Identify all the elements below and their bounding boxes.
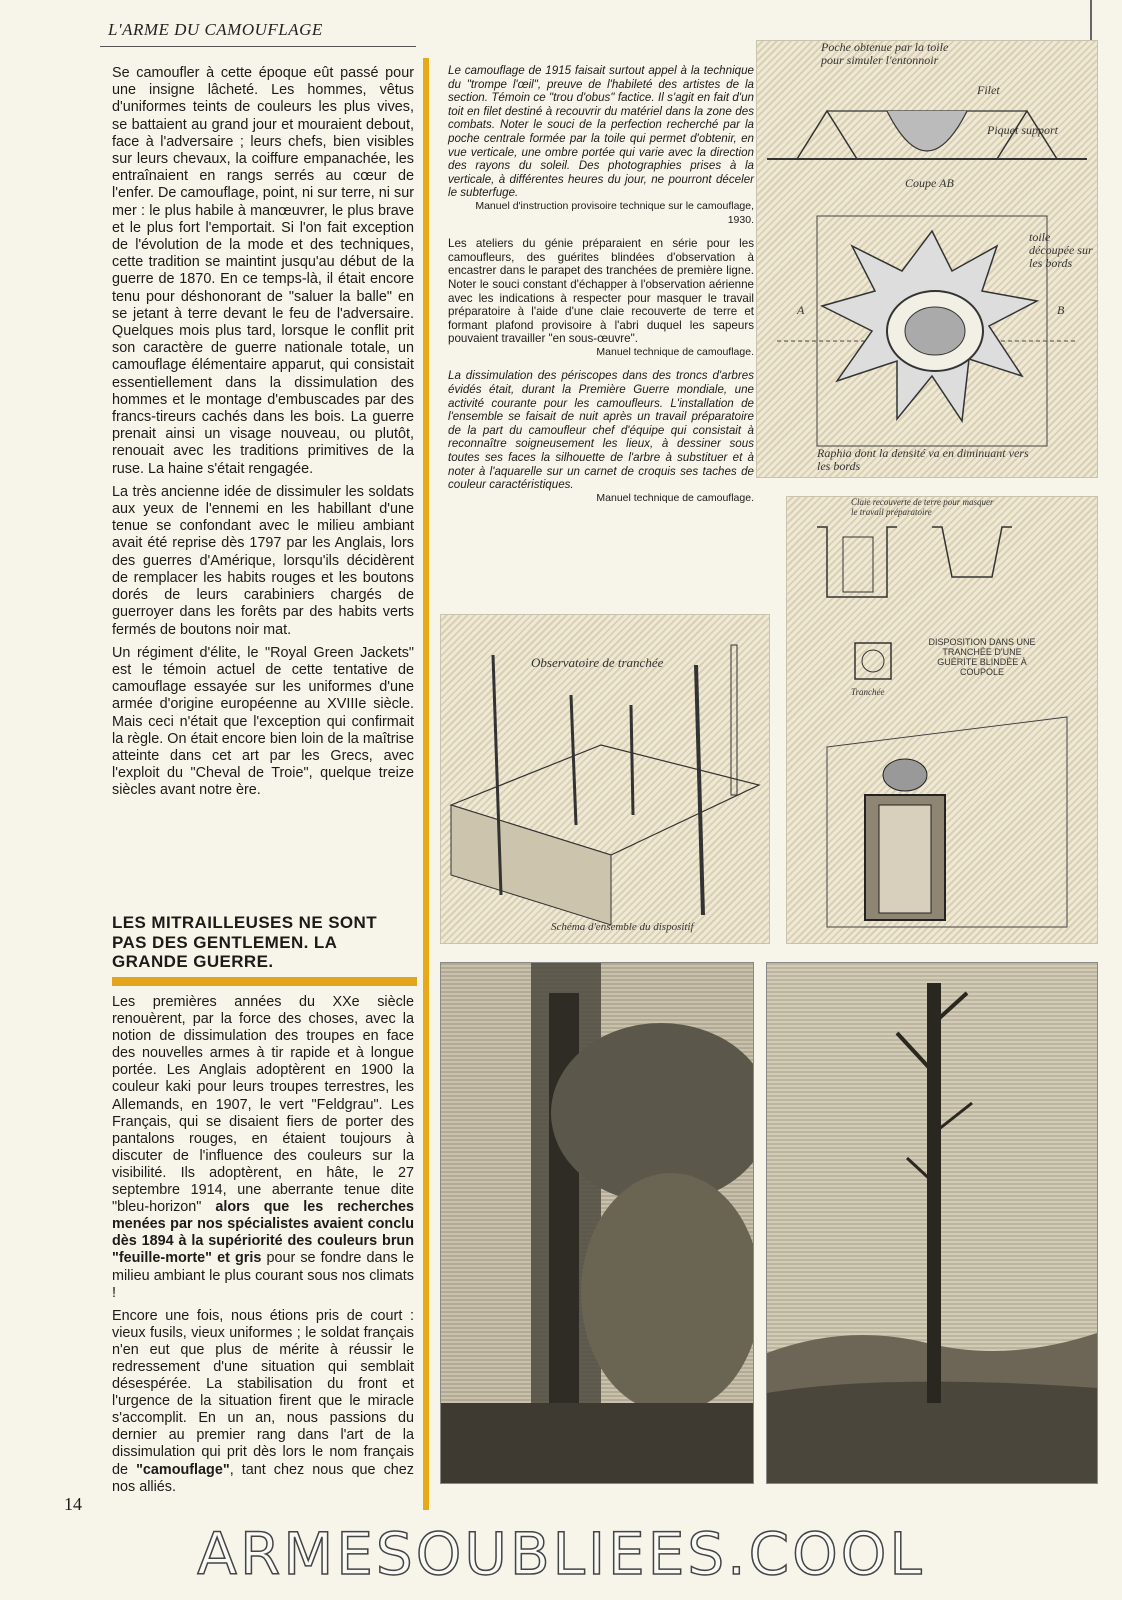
- observatory-bottom-label: Schéma d'ensemble du dispositif: [551, 921, 694, 933]
- caption-source: Manuel d'instruction provisoire technique sur le camouflage, 1930.: [475, 199, 754, 226]
- paragraph: Se camoufler à cette époque eût passé pour une insigne lâcheté. Les hommes, vêtus d'uniformes teints de couleurs les plus vives, se battaient au grand jour et mouraient debout, face à l'adversaire ; leurs chefs, bien visibles sur leurs chevaux, la coiffure empanachée, les entraînaient en rangs serrés au cœur de l'enfer. De camouflage, point, ni sur terre, ni sur mer : le plus habile à manœuvrer, le plus brave et le plus fort l'emportait. Si l'on fait exception de l'évolution de la mode et des techniques, cette tradition se maintint jusqu'au début de la guerre de 1870. En ce temps-là, il était encore tenu pour déshonorant de "saluer la balle" en se jetant à terre devant le feu de l'adversaire. Quelques mois plus tard, lorsque le conflit prit son caractère de guerre nationale totale, un camouflage élémentaire apparut, qui consistait essentiellement dans la dissimulation des hommes et le montage d'embuscades par des francs-tireurs cachés dans les bois. La guerre prenait ainsi un visage nouveau, ou plutôt, renouait avec les traditions primitives de la ruse. La haine s'était rengagée.: [112, 65, 414, 477]
- dead-tree-photo-image: [767, 963, 1097, 1483]
- watermark: ARMESOUBLIEES.COOL: [197, 1520, 925, 1588]
- sentry-box-drawing: [787, 497, 1097, 943]
- caption-source: Manuel technique de camouflage.: [596, 491, 754, 504]
- crater-label-toile: toile découpée sur les bords: [1029, 230, 1093, 270]
- crater-label-raphia: Raphia dont la densité va en diminuant vers les bords: [817, 446, 1029, 473]
- header-rule: [100, 46, 416, 47]
- caption: [448, 64, 754, 227]
- crater-label-filet: Filet: [977, 83, 1000, 97]
- sentry-claie-label: Claie recouverte de terre pour masquer le travail préparatoire: [851, 497, 994, 517]
- section-heading: LES MITRAILLEUSES NE SONT PAS DES GENTLEMEN. LA GRANDE GUERRE.: [112, 913, 378, 971]
- caption: [448, 369, 754, 505]
- paragraph: [112, 1308, 414, 1496]
- observatory-diagram: [440, 614, 770, 944]
- periscope-photo-image: [441, 963, 753, 1483]
- bold-run: alors que les recherches menées par nos spécialistes avaient conclu dès 1894 à la supériorité des couleurs brun "feuille-morte" et gris: [112, 1199, 415, 1267]
- text-run: Encore une fois, nous étions pris de court : vieux fusils, vieux uniformes ; le soldat français n'en eut que plus de mérite à réussir le redressement d'une situation qui semblait désespérée. La stabilisation du front et l'urgence de la situation firent que le miracle s'accomplit. En un an, nous passions du dernier au premier rang dans l'art de la dissimulation qui prit dès lors le nom français de: [112, 1307, 414, 1478]
- observatory-title: Observatoire de tranchée: [531, 655, 664, 670]
- text-run: Les premières années du XXe siècle renouèrent, par la force des choses, avec la notion de dissimulation des troupes en face des nouvelles armes à tir rapide et à longue portée. Les Anglais adoptèrent en 1900 la couleur kaki pour leurs troupes terrestres, les Allemands, en 1907, le vert "Feldgrau". Les Français, qui se disaient fiers de porter des pantalons rouges, en étaient toujours à discuter de l'influence des couleurs sur la visibilité. Ils adoptèrent, en hâte, le 27 septembre 1914, une aberrante tenue dite "bleu-horizon": [112, 994, 414, 1216]
- running-header: L'ARME DU CAMOUFLAGE: [108, 20, 323, 39]
- left-column: [112, 65, 414, 806]
- paragraph: [112, 994, 414, 1302]
- text-run: , tant chez nous que chez nos alliés.: [112, 1461, 414, 1495]
- dead-tree-photo: [766, 962, 1098, 1484]
- crater-label-a: A: [797, 303, 805, 317]
- bold-run: "camouflage": [136, 1461, 230, 1478]
- section-heading-bar: [112, 977, 417, 986]
- crater-diagram: [756, 40, 1098, 478]
- sentry-tranchee-label: Tranchée: [851, 687, 885, 697]
- crater-label-poche: Poche obtenue par la toile pour simuler l'entonnoir: [821, 40, 949, 67]
- caption-source: Manuel technique de camouflage.: [596, 345, 754, 358]
- column-divider: [423, 58, 429, 1510]
- section-body: [112, 994, 414, 1502]
- paragraph: La très ancienne idée de dissimuler les soldats aux yeux de l'ennemi en les habillant d'une tenue se confondant avec le milieu ambiant avait été reprise dès 1797 par les Anglais, lors des guerres d'Amérique, lorsqu'ils décidèrent de remplacer les habits rouges et les boutons dorés de leurs carabiniers chargés de guerroyer dans les forêts par des habits verts fermés de boutons noir mat.: [112, 483, 414, 638]
- paragraph: Un régiment d'élite, le "Royal Green Jackets" est le témoin actuel de cette tentative de camouflage essayée sur les uniformes d'une armée d'origine européenne au XVIIIe siècle. Mais ceci n'était que l'exception qui confirmait la règle. On était encore bien loin de la maîtrise atteinte dans cet art par les Grecs, avec l'exploit du "Cheval de Troie", quelque treize siècles avant notre ère.: [112, 644, 414, 799]
- caption-text: Le camouflage de 1915 faisait surtout appel à la technique du "trompe l'œil", preuve de l'habileté des artistes de la section. Témoin ce "trou d'obus" factice. Il s'agit en fait d'un toit en filet destiné à recouvrir du matériel dans la zone des combats. Noter le souci de la perfection recherché par la poche centrale formée par la toile qui permet d'obtenir, en vue verticale, une ombre portée qui varie avec la direction des rayons du soleil. Des photographies prises à la verticale, à différentes heures du jour, ne pourront déceler le subterfuge.: [448, 64, 754, 200]
- sentry-disposition-label: DISPOSITION DANS UNE TRANCHÉE D'UNE GUÉRITE BLINDÉE À COUPOLE: [928, 637, 1036, 677]
- crater-label-piquet: Piquet support: [987, 123, 1058, 137]
- periscope-photo: [440, 962, 754, 1484]
- caption-column: [448, 64, 754, 515]
- text-run: pour se fondre dans le milieu ambiant le plus courant sous nos climats !: [112, 1250, 414, 1301]
- sentry-box-diagram: [786, 496, 1098, 944]
- crater-label-b: B: [1057, 303, 1065, 317]
- caption: [448, 237, 754, 359]
- page-number: 14: [64, 1494, 82, 1514]
- caption-text: Les ateliers du génie préparaient en série pour les camoufleurs, des guérites blindées d'observation à encastrer dans le parapet des tranchées de première ligne. Noter le souci constant d'échapper à l'observation aérienne avec les indications à respecter pour masquer le travail préparatoire à l'aide d'une claie recouverte de terre et formant plafond provisoire à l'abri duquel les sapeurs pouvaient travailler "en sous-œuvre".: [448, 237, 754, 346]
- crater-label-coupe: Coupe AB: [905, 176, 954, 190]
- caption-text: La dissimulation des périscopes dans des troncs d'arbres évidés était, durant la Première Guerre mondiale, une activité courante pour les camoufleurs. L'installation de l'ensemble se faisait de nuit après un travail préparatoire de la part du camoufleur chef d'équipe qui consistait à reconnaître soigneusement les lieux, à dessiner sous toutes ses faces la silhouette de l'arbre à substituer et à noter à l'aquarelle sur un carnet de croquis ses taches de couleur caractéristiques.: [448, 369, 754, 492]
